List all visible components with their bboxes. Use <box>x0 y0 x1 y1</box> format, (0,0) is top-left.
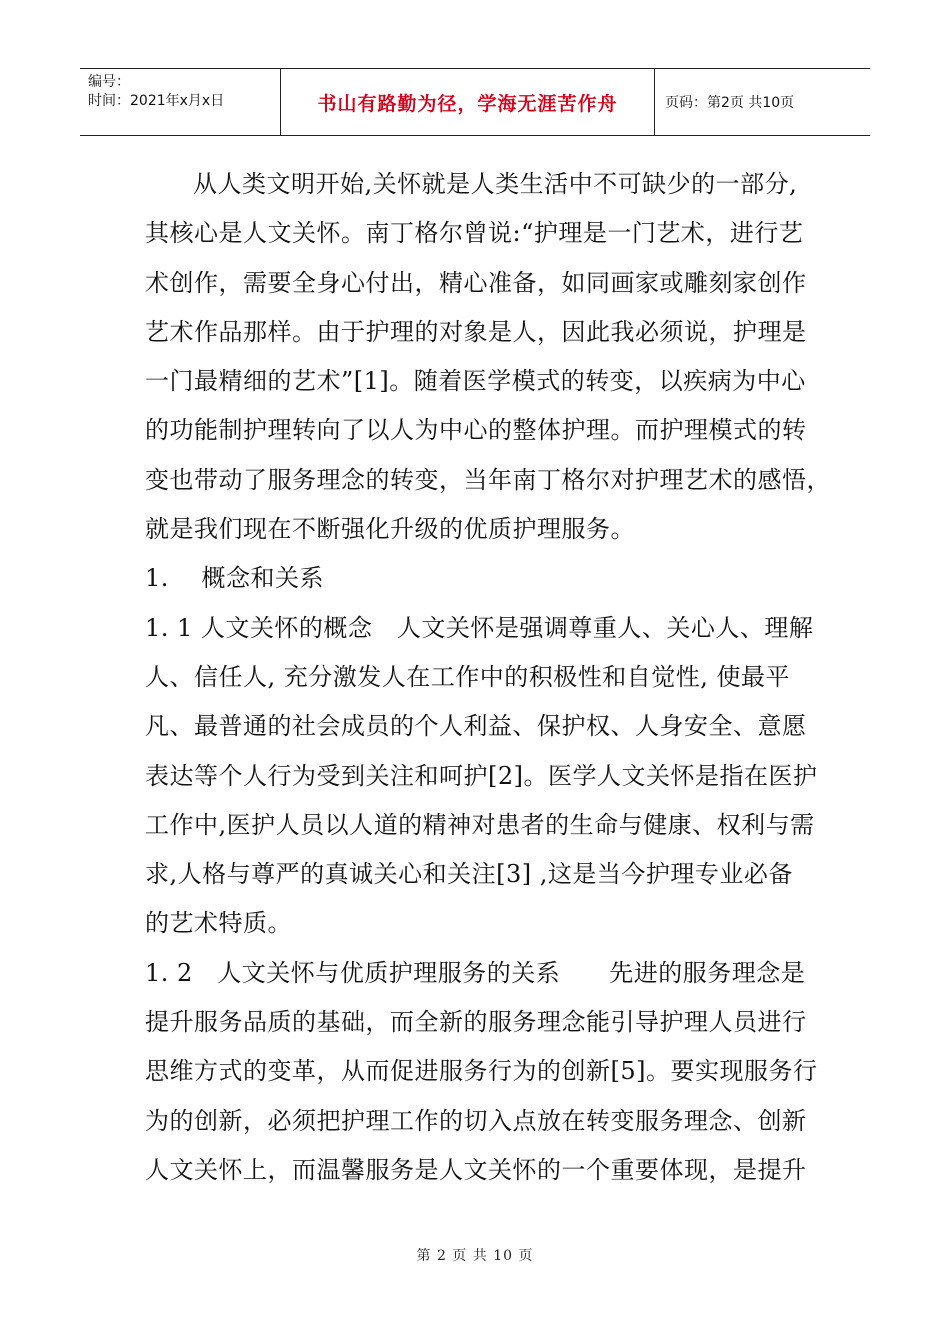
body-line: 求,人格与尊严的真诚关心和关注[3] ,这是当今护理专业必备 <box>145 860 793 889</box>
body-line: 术创作，需要全身心付出，精心准备，如同画家或雕刻家创作 <box>145 268 807 297</box>
body-line: 为的创新，必须把护理工作的切入点放在转变服务理念、创新 <box>145 1106 807 1135</box>
section-heading: 1. 概念和关系 <box>145 564 325 593</box>
body-line: 的功能制护理转向了以人为中心的整体护理。而护理模式的转 <box>145 416 807 445</box>
body-line: 变也带动了服务理念的转变，当年南丁格尔对护理艺术的感悟， <box>145 465 831 494</box>
body-line: 工作中,医护人员以人道的精神对患者的生命与健康、权利与需 <box>145 810 815 839</box>
body-line: 一门最精细的艺术”[1]。随着医学模式的转变，以疾病为中心 <box>145 367 806 396</box>
body-line: 凡、最普通的社会成员的个人利益、保护权、人身安全、意愿 <box>145 712 807 741</box>
body-line: 的艺术特质。 <box>145 909 292 938</box>
header-page-info: 页码：第2页 共10页 <box>665 95 795 111</box>
body-line: 表达等个人行为受到关注和呵护[2]。医学人文关怀是指在医护 <box>145 761 818 790</box>
page-footer: 第 2 页 共 10 页 <box>416 1248 534 1264</box>
header-motto: 书山有路勤为径，学海无涯苦作舟 <box>281 69 655 135</box>
subsection-line: 1. 2 人文关怀与优质护理服务的关系 先进的服务理念是 <box>145 958 806 987</box>
time-label: 时间：2021年x月x日 <box>88 93 225 109</box>
number-label: 编号： <box>88 74 130 90</box>
body-line: 从人类文明开始,关怀就是人类生活中不可缺少的一部分, <box>193 170 798 198</box>
header-meta <box>80 69 281 135</box>
body-line: 就是我们现在不断强化升级的优质护理服务。 <box>145 515 635 544</box>
body-line: 其核心是人文关怀。南丁格尔曾说:“护理是一门艺术，进行艺 <box>145 219 804 248</box>
body-line: 艺术作品那样。由于护理的对象是人，因此我必须说，护理是 <box>145 317 807 346</box>
page-header <box>80 68 870 136</box>
document-body <box>145 160 831 1195</box>
subsection-line: 1. 1 人文关怀的概念 人文关怀是强调尊重人、关心人、理解 <box>145 613 814 642</box>
body-line: 提升服务品质的基础，而全新的服务理念能引导护理人员进行 <box>145 1008 807 1037</box>
body-line: 人文关怀上，而温馨服务是人文关怀的一个重要体现，是提升 <box>145 1155 807 1184</box>
body-line: 思维方式的变革，从而促进服务行为的创新[5]。要实现服务行 <box>145 1057 818 1086</box>
body-line: 人、信任人, 充分激发人在工作中的积极性和自觉性, 使最平 <box>145 662 791 691</box>
